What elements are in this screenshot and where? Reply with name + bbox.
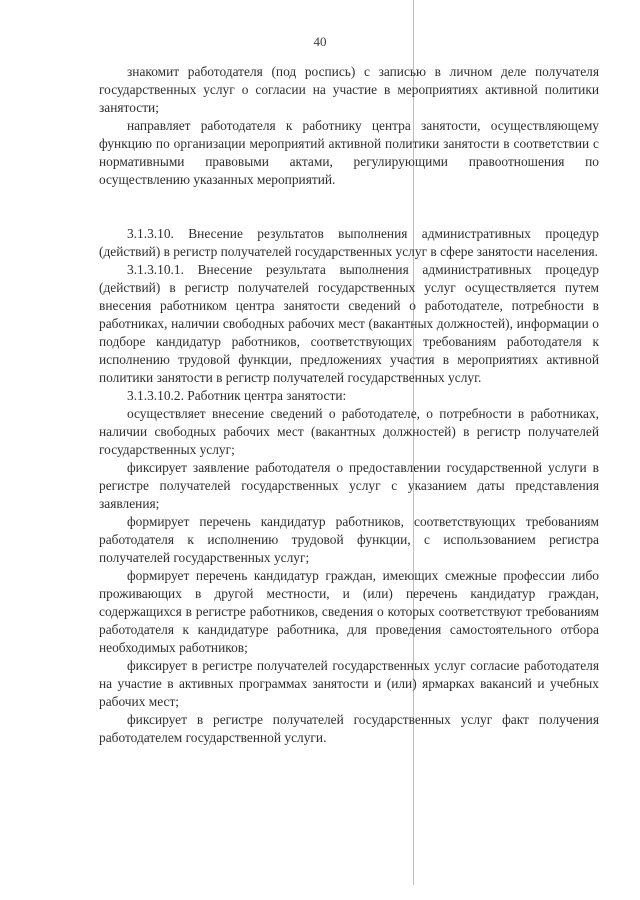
paragraph-3: 3.1.3.10. Внесение результатов выполнения административных процедур (действий) в регистр получателей государственных услуг в сфере занятости населения. (99, 226, 599, 259)
paragraph-9: формирует перечень кандидатур граждан, имеющих смежные профессии либо проживающих в другой местности, и (или) перечень кандидатур граждан, содержащихся в регистре работников, сведения о которых соответствуют требованиям работодателя к кандидатуре работника, для проведения самостоятельного отбора необходимых работников; (99, 568, 599, 655)
paragraph-8: формирует перечень кандидатур работников, соответствующих требованиям работодателя к исполнению трудовой функции, с использованием регистра получателей государственных услуг; (99, 514, 599, 565)
page-number: 40 (313, 34, 327, 49)
paragraph-4: 3.1.3.10.1. Внесение результата выполнения административных процедур (действий) в регистр получателей государственных услуг осуществляется путем внесения работником центра занятости сведений о работодателе, потребности в работниках, наличии свободных рабочих мест (вакантных должностей), информации о подборе кандидатур работников, соответствующих требованиям работодателя к исполнению трудовой функции, предложениях участия в мероприятиях активной политики занятости в регистр получателей государственных услуг. (99, 262, 599, 385)
document-body (99, 63, 599, 747)
paragraph-2: направляет работодателя к работнику центра занятости, осуществляющему функцию по организации мероприятий активной политики занятости в соответствии с нормативными правовыми актами, регулирующими правоотношения по осуществлению указанных мероприятий. (99, 118, 599, 187)
paragraph-5: 3.1.3.10.2. Работник центра занятости: (127, 388, 347, 403)
paragraph-11: фиксирует в регистре получателей государственных услуг факт получения работодателем государственной услуги. (99, 712, 599, 745)
paragraph-7: фиксирует заявление работодателя о предоставлении государственной услуги в регистре получателей государственных услуг с указанием даты представления заявления; (99, 460, 599, 511)
paragraph-1: знакомит работодателя (под роспись) с записью в личном деле получателя государственных услуг о согласии на участие в мероприятиях активной политики занятости; (99, 64, 599, 115)
paragraph-6: осуществляет внесение сведений о работодателе, о потребности в работниках, наличии свободных рабочих мест (вакантных должностей) в регистр получателей государственных услуг; (99, 406, 599, 457)
paragraph-10: фиксирует в регистре получателей государственных услуг согласие работодателя на участие в активных программах занятости и (или) ярмарках вакансий и учебных рабочих мест; (99, 658, 599, 709)
